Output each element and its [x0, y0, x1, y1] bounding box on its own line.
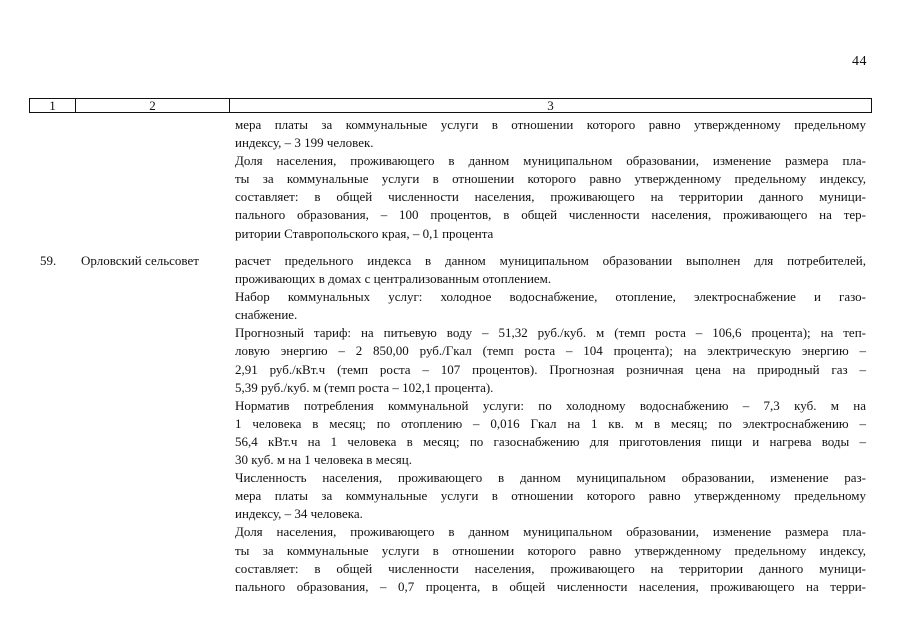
text-line: составляет: в общей численности населения, проживающего на территории данного муници-: [235, 560, 866, 576]
text-line: мера платы за коммунальные услуги в отношении которого равно утвержденному предельному: [235, 488, 866, 504]
text-line: индексу, – 3 199 человек.: [235, 135, 374, 151]
text-line: пального образования, – 0,7 процента, в общей численности населения, проживающего на терри-: [235, 578, 866, 594]
text-line: мера платы за коммунальные услуги в отношении которого равно утвержденному предельному: [235, 117, 866, 132]
table-header-row: [29, 98, 872, 113]
text-line: 1 человека в месяц; по отоплению – 0,016 Гкал на 1 кв. м в месяц; по электроснабжению –: [235, 415, 866, 431]
header-col-2: 2: [76, 99, 230, 112]
text-line: Норматив потребления коммунальной услуги: по холодному водоснабжению – 7,3 куб. м на: [235, 397, 866, 413]
row-description: [235, 252, 866, 596]
text-line: составляет: в общей численности населения, проживающего на территории данного муници-: [235, 189, 866, 205]
text-line: 30 куб. м на 1 человека в месяц.: [235, 452, 412, 468]
municipality-name: Орловский сельсовет: [81, 253, 199, 268]
text-line: пального образования, – 100 процентов, в общей численности населения, проживающего на тер-: [235, 207, 866, 223]
text-line: проживающих в домах с централизованным отоплением.: [235, 271, 552, 287]
text-line: Набор коммунальных услуг: холодное водоснабжение, отопление, электроснабжение и газо-: [235, 289, 866, 305]
text-line: 2,91 руб./кВт.ч (темп роста – 107 процентов). Прогнозная розничная цена на природный газ –: [235, 361, 866, 377]
text-line: ловую энергию – 2 850,00 руб./Гкал (темп роста – 104 процента); на электрическую энергию –: [235, 343, 866, 359]
text-line: расчет предельного индекса в данном муниципальном образовании выполнен для потребителей,: [235, 253, 866, 268]
text-line: 5,39 руб./куб. м (темп роста – 102,1 процента).: [235, 379, 494, 395]
text-line: ты за коммунальные услуги в отношении которого равно утвержденному предельному индексу,: [235, 171, 866, 187]
header-col-1: 1: [30, 99, 76, 112]
text-line: Доля населения, проживающего в данном муниципальном образовании, изменение размера пла-: [235, 524, 866, 540]
text-line: Численность населения, проживающего в данном муниципальном образовании, изменение раз-: [235, 470, 866, 486]
text-line: Прогнозный тариф: на питьевую воду – 51,32 руб./куб. м (темп роста – 106,6 процента); на теп-: [235, 325, 866, 341]
header-col-3: 3: [547, 99, 554, 112]
text-line: ритории Ставропольского края, – 0,1 процента: [235, 225, 494, 241]
text-line: 56,4 кВт.ч на 1 человека в месяц; по газоснабжению для приготовления пищи и нагрева воды –: [235, 433, 866, 449]
page-number: 44: [852, 54, 867, 69]
text-line: ты за коммунальные услуги в отношении которого равно утвержденному предельному индексу,: [235, 542, 866, 558]
row-number: 59.: [40, 253, 57, 268]
text-line: Доля населения, проживающего в данном муниципальном образовании, изменение размера пла-: [235, 153, 866, 169]
text-line: снабжение.: [235, 307, 298, 323]
continuation-text: [235, 116, 866, 243]
text-line: индексу, – 34 человека.: [235, 506, 363, 522]
